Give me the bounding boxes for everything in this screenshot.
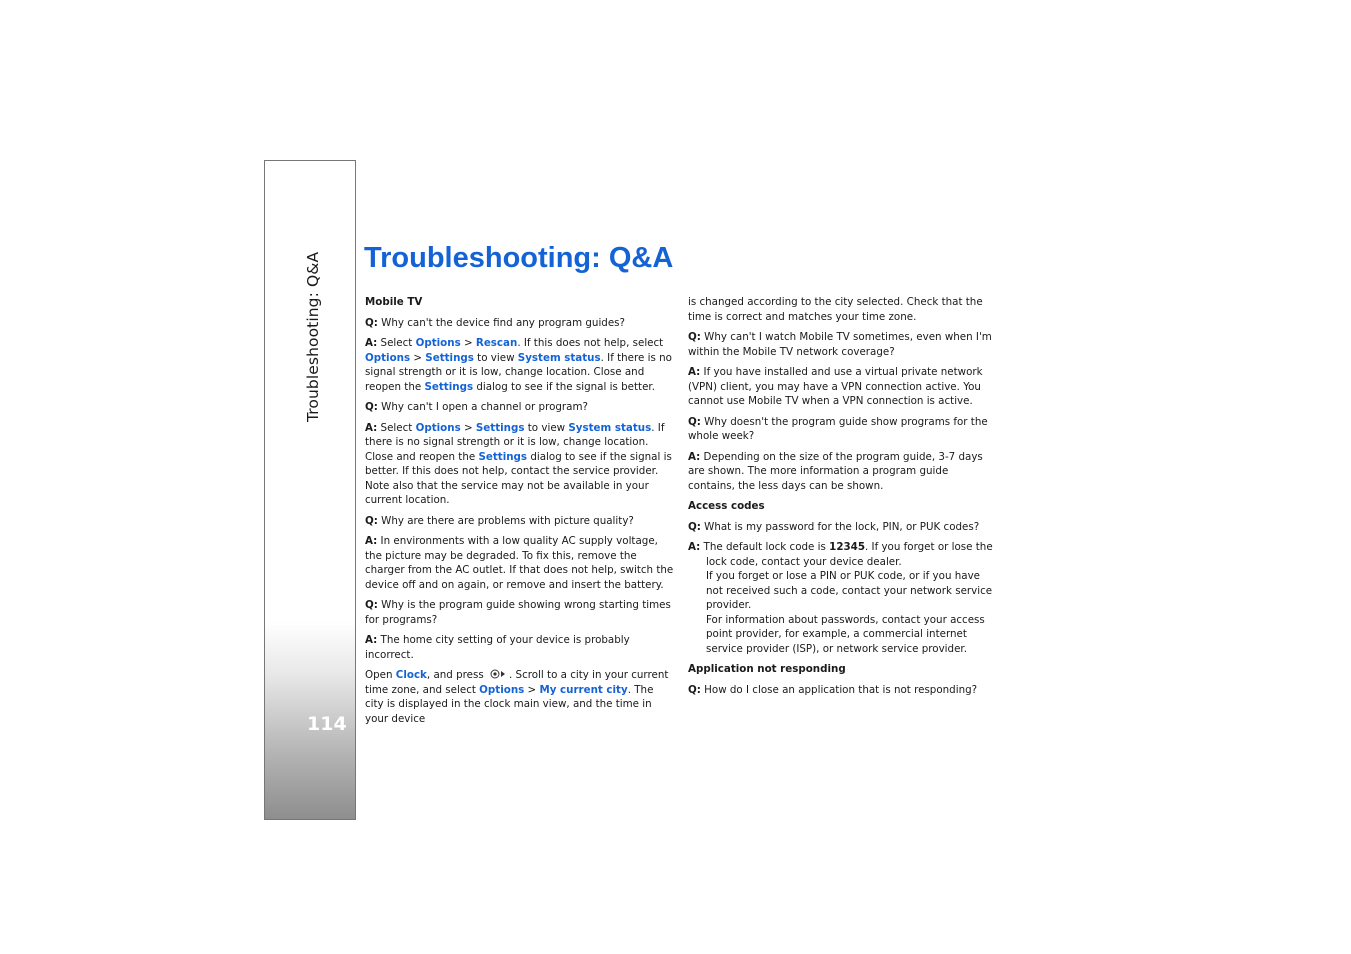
body-text: Open — [365, 669, 396, 681]
ui-term-options: Options — [479, 683, 525, 696]
answer-text: > — [410, 351, 426, 364]
answer-text: to view — [473, 351, 518, 364]
q-label: Q: — [688, 520, 701, 533]
question-text: Why can't I watch Mobile TV sometimes, even when I'm within the Mobile TV network coverage? — [688, 331, 992, 358]
q-label: Q: — [365, 599, 378, 611]
q-label: Q: — [688, 683, 701, 696]
q-label: Q: — [365, 316, 378, 329]
answer-password — [688, 540, 998, 656]
a-label: A: — [365, 421, 378, 434]
a-label: A: — [688, 450, 701, 463]
ui-term-rescan: Rescan — [475, 337, 518, 349]
question-open-channel — [365, 400, 675, 415]
ui-term-options: Options — [415, 337, 461, 349]
question-close-app — [688, 683, 998, 698]
question-text: Why is the program guide showing wrong starting times for programs? — [365, 599, 671, 626]
answer-text: Select — [377, 337, 416, 349]
q-label: Q: — [688, 331, 701, 343]
answer-text: dialog to see if the signal is better. — [473, 380, 655, 393]
answer-text: > — [460, 337, 476, 349]
page-number: 114 — [307, 713, 347, 735]
ui-term-my-current-city: My current city — [539, 683, 628, 696]
answer-text: dialog to see if the signal is better. If this does not help, contact the service provider. Note also that the service may not be available in your current location. — [365, 450, 672, 506]
answer-text: to view — [524, 421, 569, 434]
answer-wrong-times — [365, 633, 675, 662]
section-heading-mobile-tv: Mobile TV — [365, 296, 423, 308]
question-text: How do I close an application that is not responding? — [700, 683, 978, 696]
question-program-guides — [365, 316, 675, 331]
scroll-key-icon — [490, 669, 506, 679]
default-lock-code: 12345 — [829, 541, 865, 553]
answer-text: The default lock code is — [700, 541, 830, 553]
left-column — [365, 295, 675, 732]
section-heading-app-not-responding: Application not responding — [688, 663, 846, 675]
question-text: Why doesn't the program guide show programs for the whole week? — [688, 415, 988, 442]
answer-picture-quality — [365, 534, 675, 592]
answer-text: The home city setting of your device is probably incorrect. — [365, 634, 630, 661]
answer-passwords-info: For information about passwords, contact your access point provider, for example, a commercial internet service provider (ISP), or network service provider. — [706, 613, 985, 655]
ui-term-system-status: System status — [517, 351, 601, 364]
answer-text: If you have installed and use a virtual private network (VPN) client, you may have a VPN connection active. You cannot use Mobile TV when a VPN connection is active. — [688, 366, 983, 407]
answer-open-channel — [365, 421, 675, 508]
ui-term-settings: Settings — [424, 380, 474, 393]
answer-text: Depending on the size of the program guide, 3-7 days are shown. The more information a program guide contains, the less days can be shown. — [688, 450, 983, 492]
a-label: A: — [688, 366, 701, 378]
answer-program-guides — [365, 336, 675, 394]
right-column — [688, 295, 998, 703]
a-label: A: — [365, 634, 378, 646]
question-whole-week — [688, 415, 998, 444]
question-text: What is my password for the lock, PIN, or PUK codes? — [700, 520, 980, 533]
answer-whole-week — [688, 450, 998, 494]
question-wrong-times — [365, 598, 675, 627]
answer-password-line — [688, 540, 998, 569]
question-text: Why can't the device find any program guides? — [377, 316, 626, 329]
a-label: A: — [365, 337, 378, 349]
body-text: , and press — [426, 669, 487, 681]
ui-term-settings: Settings — [478, 450, 528, 463]
body-text: . Scroll to a city in your current time zone, and select — [365, 669, 669, 696]
answer-pin-puk: If you forget or lose a PIN or PUK code, or if you have not received such a code, contact your network service provider. — [706, 570, 993, 611]
ui-term-options: Options — [365, 351, 411, 364]
question-text: Why are there are problems with picture quality? — [377, 514, 634, 527]
question-picture-quality — [365, 514, 675, 529]
question-vpn — [688, 330, 998, 359]
question-text: Why can't I open a channel or program? — [377, 401, 588, 413]
page-title: Troubleshooting: Q&A — [364, 242, 674, 274]
body-text: . The city is displayed in the clock main view, and the time in your device — [365, 683, 654, 725]
answer-text: . If you forget or lose the lock code, contact your device dealer. — [706, 541, 993, 568]
ui-term-settings: Settings — [425, 351, 474, 364]
q-label: Q: — [365, 401, 378, 413]
paragraph-continued: is changed according to the city selected. Check that the time is correct and matches your time zone. — [688, 296, 983, 323]
answer-vpn — [688, 365, 998, 409]
answer-text: Select — [377, 421, 416, 434]
ui-term-settings: Settings — [475, 421, 525, 434]
q-label: Q: — [688, 415, 701, 428]
paragraph-open-clock — [365, 668, 675, 726]
q-label: Q: — [365, 514, 378, 527]
ui-term-clock: Clock — [395, 669, 427, 681]
ui-term-options: Options — [415, 421, 461, 434]
side-tab-title: Troubleshooting: Q&A — [304, 251, 322, 422]
section-heading-access-codes: Access codes — [688, 500, 765, 512]
a-label: A: — [688, 541, 701, 553]
body-text: > — [524, 683, 540, 696]
answer-text: In environments with a low quality AC supply voltage, the picture may be degraded. To fix this, remove the charger from the AC outlet. If that does not help, switch the device off and on again, or remove and insert the battery. — [365, 535, 674, 591]
question-password — [688, 520, 998, 535]
ui-term-system-status: System status — [568, 421, 652, 434]
answer-text: . If there is no signal strength or it is low, change location. Close and reopen the — [365, 421, 665, 463]
answer-text: . If this does not help, select — [517, 337, 664, 349]
a-label: A: — [365, 535, 378, 547]
answer-text: > — [460, 421, 476, 434]
answer-text: . If there is no signal strength or it is low, change location. Close and reopen the — [365, 351, 672, 393]
